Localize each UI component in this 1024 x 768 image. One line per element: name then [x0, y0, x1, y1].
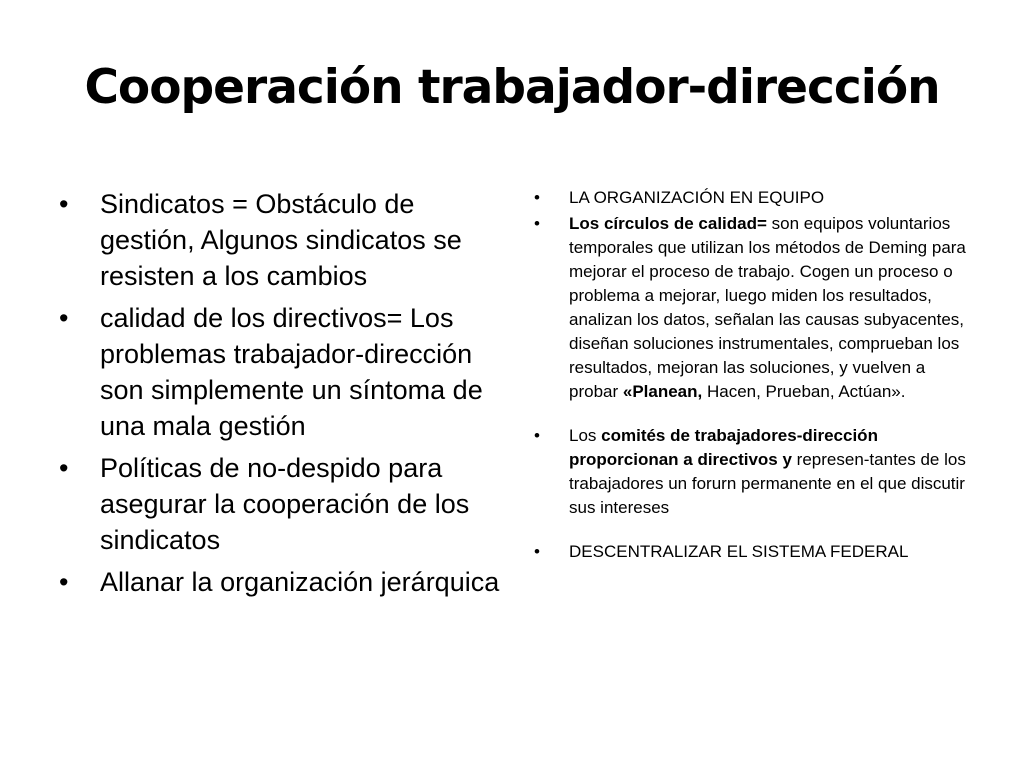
left-bullet-list: [54, 186, 504, 600]
list-item-text: calidad de los directivos= Los problemas trabajador-dirección son simplemente un síntoma de una mala gestión: [100, 303, 483, 441]
bullet-icon: •: [534, 188, 540, 207]
bold-term: comités de trabajadores-dirección proporcionan a directivos y: [569, 426, 878, 469]
list-item-text: Políticas de no-despido para asegurar la cooperación de los sindicatos: [100, 453, 470, 555]
bold-term: «Planean,: [622, 382, 703, 401]
list-item: [54, 450, 504, 558]
text-span: Hacen, Prueban, Actúan».: [702, 382, 906, 401]
text-span: son equipos voluntarios temporales que utilizan los métodos de Deming para mejorar el proceso de trabajo. Cogen un proceso o problema a mejorar, luego miden los resultados, analizan los datos, señalan las causas subyacentes, diseñan soluciones instrumentales, comprueban los resultados, mejoran las soluciones, y vuelven a probar: [569, 214, 966, 401]
list-item-text: Sindicatos = Obstáculo de gestión, Algunos sindicatos se resisten a los cambios: [100, 189, 462, 291]
list-item: [532, 424, 972, 520]
bullet-icon: •: [534, 214, 540, 233]
bullet-icon: •: [59, 189, 69, 219]
bold-term: Los círculos de calidad=: [569, 214, 767, 233]
right-bullet-list: [532, 186, 972, 564]
text-span: represen-tantes de los trabajadores un forurn permanente en el que discutir sus intereses: [569, 450, 966, 517]
bullet-icon: •: [59, 453, 69, 483]
list-item: [532, 540, 972, 564]
list-item: [54, 564, 504, 600]
list-item-text: [569, 426, 966, 517]
right-column: [532, 186, 972, 566]
list-item: [532, 186, 972, 210]
slide-title: Cooperación trabajador-dirección: [84, 60, 940, 115]
bullet-icon: •: [59, 567, 69, 597]
bullet-icon: •: [59, 303, 69, 333]
bullet-icon: •: [534, 542, 540, 561]
list-item: [54, 300, 504, 444]
list-item: [54, 186, 504, 294]
list-item-text: Allanar la organización jerárquica: [100, 567, 500, 597]
list-item-text: [569, 214, 966, 401]
bullet-icon: •: [534, 426, 540, 445]
list-item: [532, 212, 972, 404]
text-span: Los: [569, 426, 602, 445]
list-item-text: LA ORGANIZACIÓN EN EQUIPO: [569, 188, 825, 207]
left-column: [54, 186, 504, 606]
list-item-text: DESCENTRALIZAR EL SISTEMA FEDERAL: [569, 542, 909, 561]
